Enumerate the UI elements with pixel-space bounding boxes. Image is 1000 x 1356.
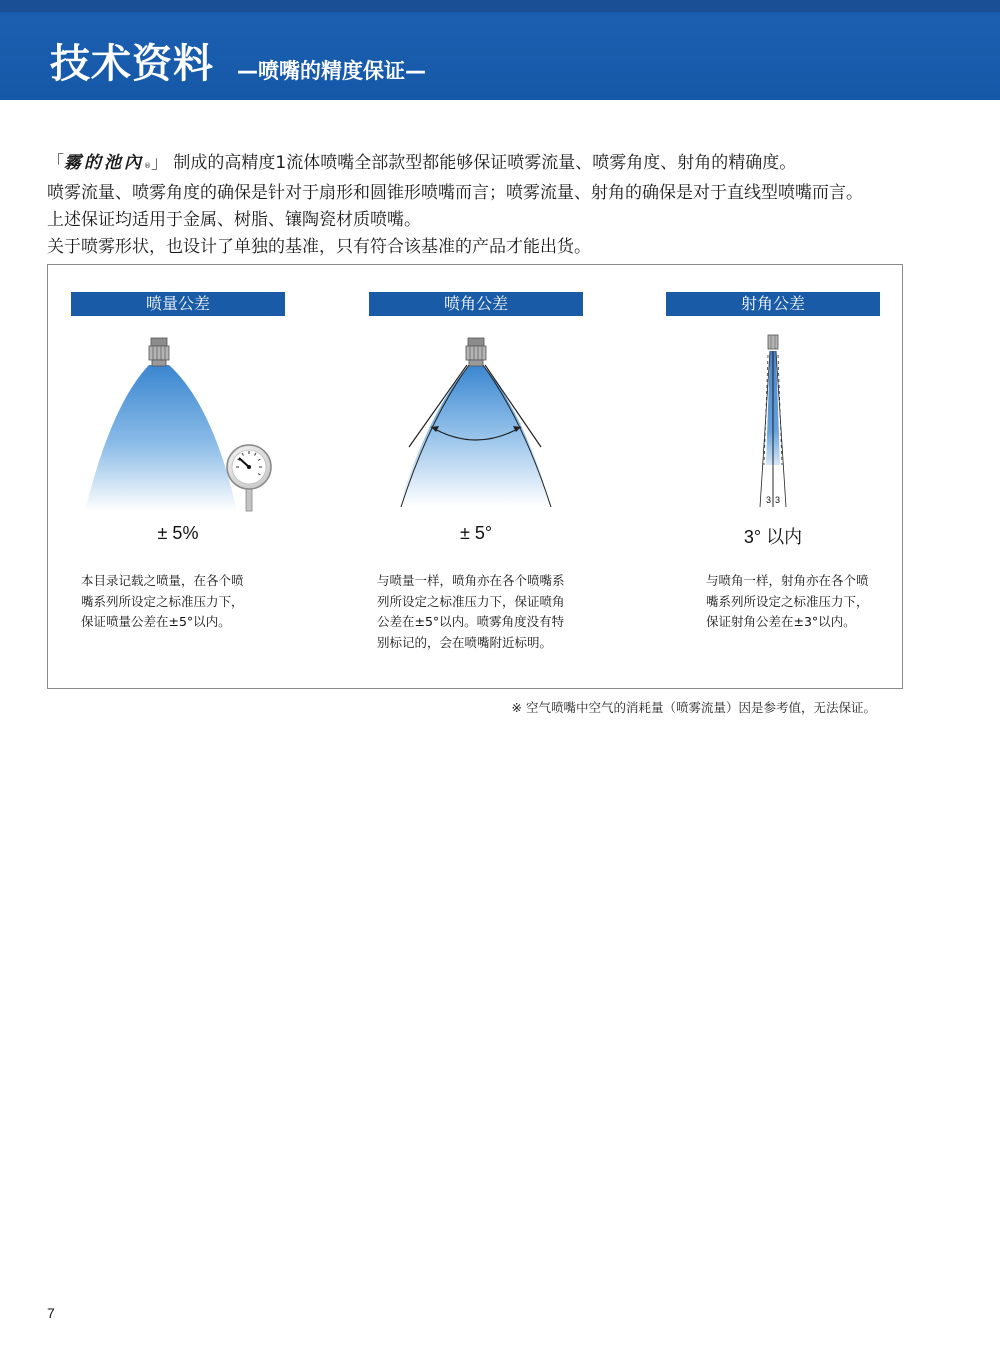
intro-line-2: 喷雾流量、喷雾角度的确保是针对于扇形和圆锥形喷嘴而言；喷雾流量、射角的确保是对于直线型喷嘴而言。 <box>47 183 863 203</box>
nozzle-icon <box>768 335 778 349</box>
description-line: 本目录记载之喷量，在各个喷 <box>81 573 244 588</box>
description-line: 保证喷量公差在±5°以内。 <box>81 614 231 629</box>
header-top-stripe <box>0 0 1000 12</box>
description-line: 嘴系列所设定之标准压力下， <box>81 593 244 609</box>
page-header <box>0 0 1000 100</box>
footnote: ※ 空气喷嘴中空气的消耗量（喷雾流量）因是参考值，无法保证。 <box>511 700 876 715</box>
page-subtitle: —喷嘴的精度保证— <box>237 59 426 83</box>
jet-angle-tolerance-value: 3° 以内 <box>743 527 803 547</box>
page-title: 技术资料 <box>50 41 214 87</box>
flow-tolerance-label: 喷量公差 <box>71 292 285 316</box>
registered-mark: ® <box>144 162 151 170</box>
angle-tolerance-description <box>377 571 591 653</box>
spray-cone-shape <box>85 365 237 511</box>
description-line: 列所设定之标准压力下，保证喷角 <box>377 593 565 609</box>
jet-angle-tolerance-label: 射角公差 <box>666 292 880 316</box>
angle-tolerance-label: 喷角公差 <box>369 292 583 316</box>
brand-close-bracket: 」 <box>151 153 168 173</box>
angle-mark-right: 3 <box>775 495 781 505</box>
intro-line-3: 上述保证均适用于金属、树脂、镶陶瓷材质喷嘴。 <box>47 210 421 230</box>
tolerance-panel <box>47 264 903 689</box>
description-line: 与喷角一样，射角亦在各个喷 <box>706 573 869 588</box>
nozzle-icon <box>466 338 486 366</box>
nozzle-icon <box>149 338 169 366</box>
angle-tolerance-value: ± 5° <box>459 523 493 543</box>
flow-tolerance-description <box>81 571 291 633</box>
description-line: 与喷量一样，喷角亦在各个喷嘴系 <box>377 573 565 588</box>
flow-tolerance-column <box>71 265 285 690</box>
description-line: 保证射角公差在±3°以内。 <box>706 614 856 629</box>
description-line: 别标记的，会在喷嘴附近标明。 <box>377 634 553 650</box>
page-number: 7 <box>47 1305 55 1321</box>
angle-mark-left: 3 <box>766 495 772 505</box>
spray-fan-shape <box>399 365 551 507</box>
intro-text <box>47 150 947 261</box>
flow-tolerance-value: ± 5% <box>157 523 199 543</box>
jet-angle-tolerance-description <box>706 571 886 633</box>
description-line: 公差在±5°以内。喷雾角度没有特 <box>377 614 565 629</box>
angle-spray-illustration <box>369 325 583 515</box>
intro-line-1-text: 制成的高精度1流体喷嘴全部款型都能够保证喷雾流量、喷雾角度、射角的精确度。 <box>173 153 797 173</box>
angle-tolerance-column <box>369 265 583 690</box>
intro-line-1 <box>47 150 947 180</box>
intro-line-4: 关于喷雾形状，也设计了单独的基准，只有符合该基准的产品才能出货。 <box>47 237 591 257</box>
flow-spray-illustration <box>71 325 285 515</box>
brand-logo-text: 霧的池內 <box>64 153 144 173</box>
brand-open-bracket: 「 <box>47 153 64 173</box>
jet-angle-tolerance-column <box>666 265 880 690</box>
jet-spray-illustration <box>666 325 880 515</box>
description-line: 嘴系列所设定之标准压力下， <box>706 593 869 609</box>
